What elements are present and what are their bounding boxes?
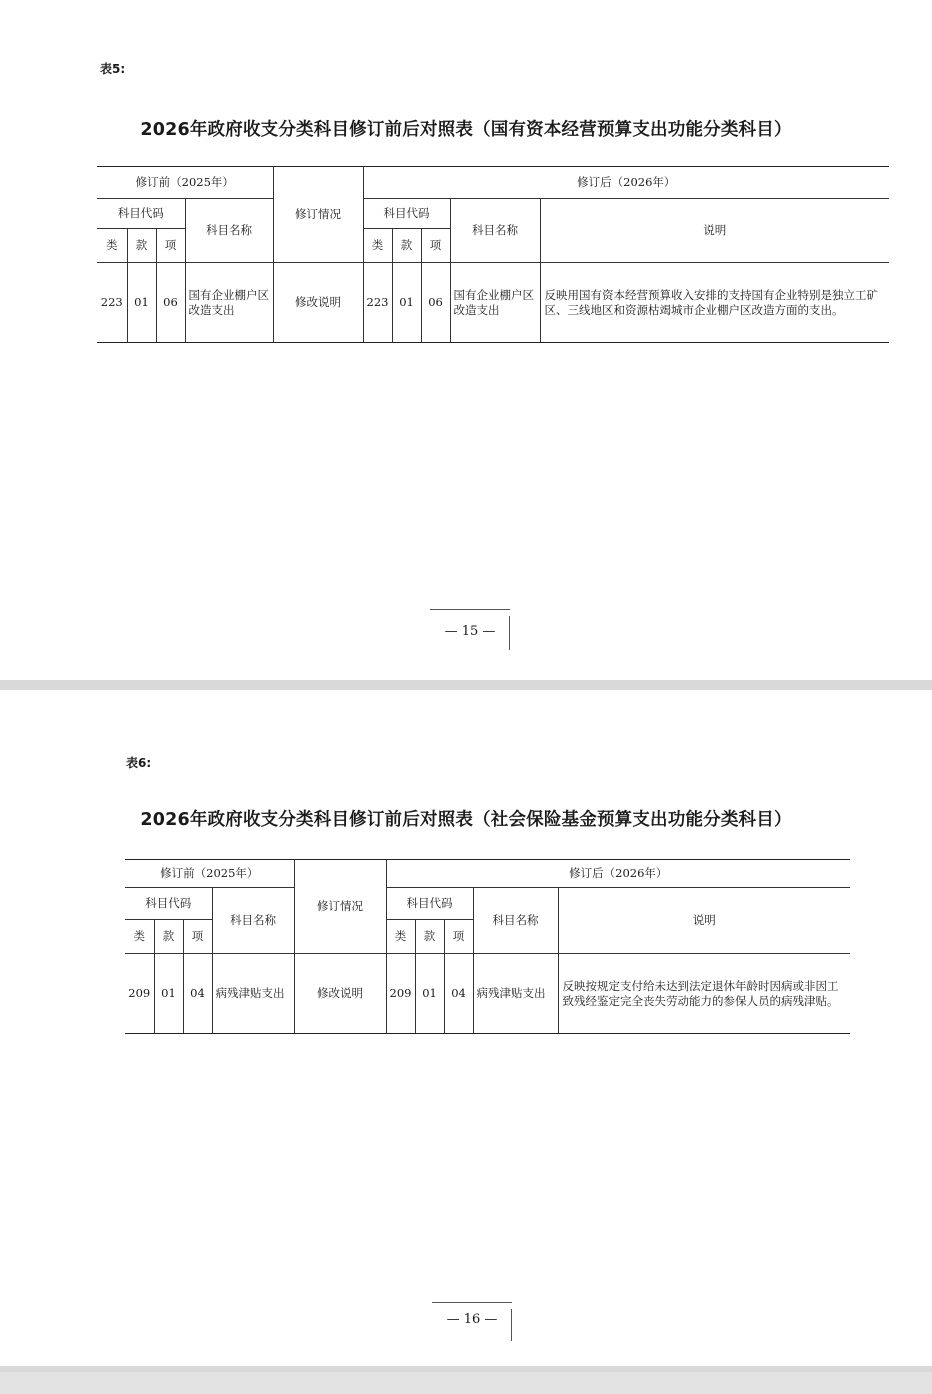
cell-after-xiang: 04 (444, 954, 473, 1034)
page-number-mark (430, 609, 510, 616)
cell-before-name: 国有企业棚户区改造支出 (185, 263, 273, 343)
cell-after-name: 国有企业棚户区改造支出 (450, 263, 540, 343)
header-name-before: 科目名称 (185, 199, 273, 263)
table-label: 表5: (100, 62, 126, 76)
page-number: — 16 — (446, 1312, 498, 1327)
scan-edge (0, 1372, 932, 1394)
header-lei: 类 (125, 920, 154, 954)
header-kuan: 款 (154, 920, 183, 954)
header-lei: 类 (363, 229, 392, 263)
header-kuan: 款 (392, 229, 421, 263)
cell-after-kuan: 01 (392, 263, 421, 343)
header-xiang: 项 (183, 920, 212, 954)
table-row (125, 954, 850, 1034)
cell-after-lei: 209 (386, 954, 415, 1034)
page-number: — 15 — (444, 624, 496, 639)
cell-before-kuan: 01 (127, 263, 156, 343)
cell-before-lei: 209 (125, 954, 154, 1034)
header-after: 修订后（2026年） (363, 167, 889, 199)
header-before: 修订前（2025年） (97, 167, 273, 199)
header-code-after: 科目代码 (386, 888, 473, 920)
table-title: 2026年政府收支分类科目修订前后对照表（社会保险基金预算支出功能分类科目） (140, 810, 792, 830)
header-kuan: 款 (415, 920, 444, 954)
header-desc: 说明 (540, 199, 889, 263)
cell-before-lei: 223 (97, 263, 127, 343)
header-status: 修订情况 (273, 167, 363, 263)
comparison-table (125, 859, 850, 1034)
cell-after-xiang: 06 (421, 263, 450, 343)
header-status: 修订情况 (294, 860, 386, 954)
cell-before-xiang: 06 (156, 263, 185, 343)
cell-before-xiang: 04 (183, 954, 212, 1034)
table-title: 2026年政府收支分类科目修订前后对照表（国有资本经营预算支出功能分类科目） (140, 120, 792, 140)
cell-description: 反映用国有资本经营预算收入安排的支持国有企业特别是独立工矿区、三线地区和资源枯竭城市企业棚户区改造方面的支出。 (540, 263, 889, 343)
table-label: 表6: (126, 756, 152, 770)
header-after: 修订后（2026年） (386, 860, 850, 888)
cell-after-kuan: 01 (415, 954, 444, 1034)
cell-before-name: 病残津贴支出 (212, 954, 294, 1034)
header-desc: 说明 (558, 888, 850, 954)
header-name-after: 科目名称 (450, 199, 540, 263)
document-page-16 (0, 690, 932, 1366)
header-name-before: 科目名称 (212, 888, 294, 954)
table-row (97, 263, 889, 343)
header-code-before: 科目代码 (97, 199, 185, 229)
header-xiang: 项 (421, 229, 450, 263)
comparison-table (97, 166, 889, 343)
cell-status: 修改说明 (294, 954, 386, 1034)
document-page-15 (0, 0, 932, 680)
page-number-mark (432, 1302, 512, 1309)
header-kuan: 款 (127, 229, 156, 263)
header-lei: 类 (97, 229, 127, 263)
cell-before-kuan: 01 (154, 954, 183, 1034)
header-xiang: 项 (444, 920, 473, 954)
header-lei: 类 (386, 920, 415, 954)
cell-description: 反映按规定支付给未达到法定退休年龄时因病或非因工致残经鉴定完全丧失劳动能力的参保人员的病残津贴。 (558, 954, 850, 1034)
header-name-after: 科目名称 (473, 888, 558, 954)
header-code-before: 科目代码 (125, 888, 212, 920)
cell-status: 修改说明 (273, 263, 363, 343)
header-code-after: 科目代码 (363, 199, 450, 229)
header-before: 修订前（2025年） (125, 860, 294, 888)
header-xiang: 项 (156, 229, 185, 263)
cell-after-name: 病残津贴支出 (473, 954, 558, 1034)
cell-after-lei: 223 (363, 263, 392, 343)
